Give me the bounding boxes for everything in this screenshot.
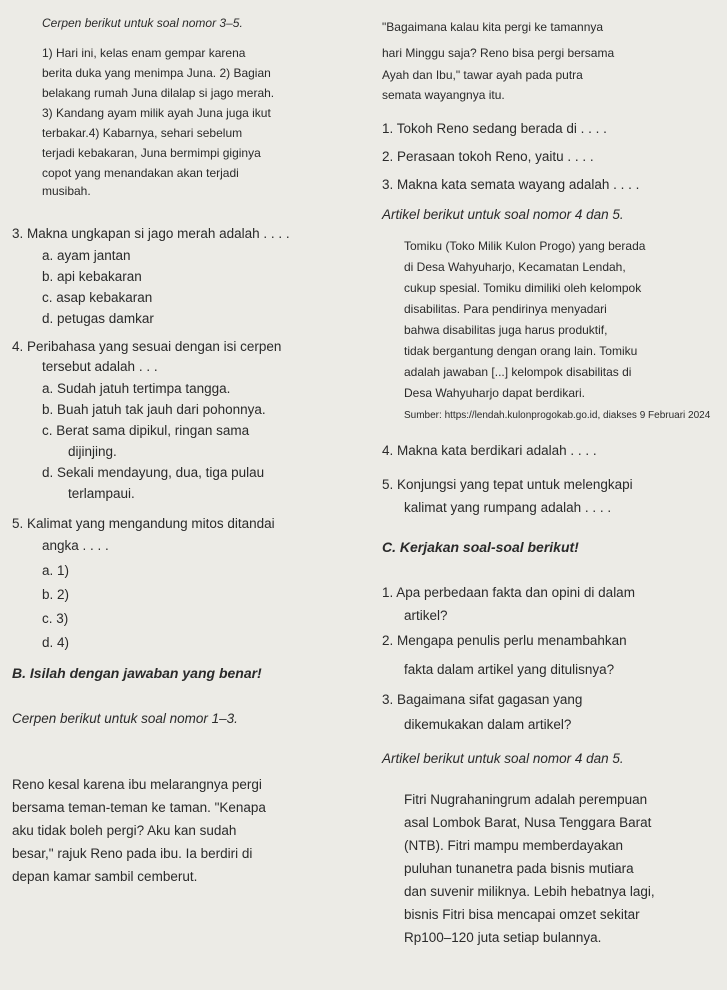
q3-option: c. asap kebakaran xyxy=(42,290,153,305)
q4-option: b. Buah jatuh tak jauh dari pohonnya. xyxy=(42,402,266,417)
article4-line: disabilitas. Para pendirinya menyadari xyxy=(404,302,607,316)
question-5: kalimat yang rumpang adalah . . . . xyxy=(404,500,612,515)
q4-option: d. Sekali mendayung, dua, tiga pulau xyxy=(42,465,265,480)
article4-line: tidak bergantung dengan orang lain. Tomiku xyxy=(404,344,638,358)
article4-line: di Desa Wahyuharjo, Kecamatan Lendah, xyxy=(404,260,626,274)
story2-line: bersama teman-teman ke taman. "Kenapa xyxy=(12,800,266,815)
question-b1: 1. Tokoh Reno sedang berada di . . . . xyxy=(382,121,607,136)
c-question: artikel? xyxy=(404,608,448,623)
q3-option: b. api kebakaran xyxy=(42,269,142,284)
q4-option: dijinjing. xyxy=(68,444,117,459)
q4-stem: 4. Peribahasa yang sesuai dengan isi cerpen xyxy=(12,339,282,354)
left-top-heading: Cerpen berikut untuk soal nomor 3–5. xyxy=(42,16,243,30)
story-line: 3) Kandang ayam milik ayah Juna juga ikut xyxy=(42,106,271,120)
section-c-heading: C. Kerjakan soal-soal berikut! xyxy=(382,539,579,555)
q4-option: c. Berat sama dipikul, ringan sama xyxy=(42,423,250,438)
source-citation: Sumber: https://lendah.kulonprogokab.go.id, diakses 9 Februari 2024 xyxy=(404,410,711,421)
article4-line: adalah jawaban [...] kelompok disabilitas di xyxy=(404,365,632,379)
article5-line: Fitri Nugrahaningrum adalah perempuan xyxy=(404,792,648,807)
q5-option: a. 1) xyxy=(42,563,70,578)
q5-stem: 5. Kalimat yang mengandung mitos ditandai xyxy=(12,516,275,531)
q3-option: a. ayam jantan xyxy=(42,248,131,263)
q4-stem: tersebut adalah . . . xyxy=(42,359,158,374)
story2-line: Reno kesal karena ibu melarangnya pergi xyxy=(12,777,262,792)
article5-line: (NTB). Fitri mampu memberdayakan xyxy=(404,838,624,853)
story-line: berita duka yang menimpa Juna. 2) Bagian xyxy=(42,66,271,80)
q5-option: b. 2) xyxy=(42,587,70,602)
story2-line: aku tidak boleh pergi? Aku kan sudah xyxy=(12,823,237,838)
story2-line: depan kamar sambil cemberut. xyxy=(12,869,198,884)
c-question: dikemukakan dalam artikel? xyxy=(404,717,572,732)
story-line: terjadi kebakaran, Juna bermimpi giginya xyxy=(42,146,261,160)
article4-line: cukup spesial. Tomiku dimiliki oleh kelompok xyxy=(404,281,642,295)
story-line: belakang rumah Juna dilalap si jago merah. xyxy=(42,86,275,100)
c-question: 2. Mengapa penulis perlu menambahkan xyxy=(382,633,627,648)
story-cont-line: hari Minggu saja? Reno bisa pergi bersama xyxy=(382,46,615,60)
article5-heading: Artikel berikut untuk soal nomor 4 dan 5. xyxy=(382,751,624,766)
article5-line: puluhan tunanetra pada bisnis mutiara xyxy=(404,861,634,876)
question-4: 4. Makna kata berdikari adalah . . . . xyxy=(382,443,597,458)
article5-line: Rp100–120 juta setiap bulannya. xyxy=(404,930,602,945)
article4-heading: Artikel berikut untuk soal nomor 4 dan 5. xyxy=(382,207,624,222)
story-line: terbakar.4) Kabarnya, sehari sebelum xyxy=(42,126,243,140)
article4-line: bahwa disabilitas juga harus produktif, xyxy=(404,323,608,337)
section-b-subheading: Cerpen berikut untuk soal nomor 1–3. xyxy=(12,711,238,726)
q5-option: d. 4) xyxy=(42,635,70,650)
c-question: 1. Apa perbedaan fakta dan opini di dalam xyxy=(382,585,635,600)
story-cont-line: Ayah dan Ibu," tawar ayah pada putra xyxy=(382,68,583,82)
question-5: 5. Konjungsi yang tepat untuk melengkapi xyxy=(382,477,633,492)
article4-line: Desa Wahyuharjo dapat berdikari. xyxy=(404,386,585,400)
section-b-heading: B. Isilah dengan jawaban yang benar! xyxy=(12,665,262,681)
c-question: fakta dalam artikel yang ditulisnya? xyxy=(404,662,615,677)
q5-option: c. 3) xyxy=(42,611,69,626)
article5-line: dan suvenir miliknya. Lebih hebatnya lagi, xyxy=(404,884,655,899)
q3-stem: 3. Makna ungkapan si jago merah adalah . . . . xyxy=(12,226,290,241)
article5-line: asal Lombok Barat, Nusa Tenggara Barat xyxy=(404,815,652,830)
article5-line: bisnis Fitri bisa mencapai omzet sekitar xyxy=(404,907,640,922)
question-b2: 2. Perasaan tokoh Reno, yaitu . . . . xyxy=(382,149,594,164)
story-line: copot yang menandakan akan terjadi xyxy=(42,166,239,180)
story-line: musibah. xyxy=(42,184,91,198)
story-line: 1) Hari ini, kelas enam gempar karena xyxy=(42,46,246,60)
story-cont-line: "Bagaimana kalau kita pergi ke tamannya xyxy=(382,20,604,34)
q3-option: d. petugas damkar xyxy=(42,311,154,326)
article4-line: Tomiku (Toko Milik Kulon Progo) yang berada xyxy=(404,239,646,253)
story-cont-line: semata wayangnya itu. xyxy=(382,88,505,102)
q4-option: a. Sudah jatuh tertimpa tangga. xyxy=(42,381,231,396)
question-b3: 3. Makna kata semata wayang adalah . . . . xyxy=(382,177,640,192)
story2-line: besar," rajuk Reno pada ibu. Ia berdiri di xyxy=(12,846,253,861)
c-question: 3. Bagaimana sifat gagasan yang xyxy=(382,692,583,707)
q5-stem: angka . . . . xyxy=(42,538,109,553)
q4-option: terlampaui. xyxy=(68,486,135,501)
